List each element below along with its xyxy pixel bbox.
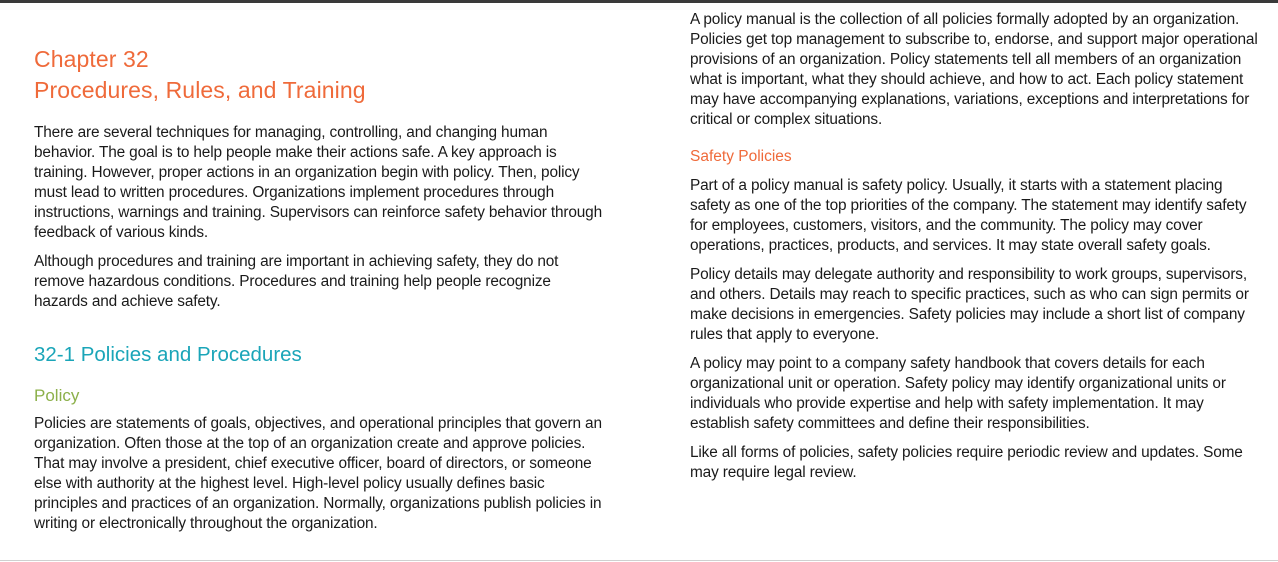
- bottom-rule: [0, 560, 1278, 561]
- chapter-number: Chapter 32: [34, 46, 149, 72]
- safety-paragraph-2: Policy details may delegate authority and responsibility to work groups, supervisors, and others. Details may reach to specific practices, such as who can sign permits or make decisions in emergencies. Safety policies may include a short list of company rules that apply to everyone.: [690, 266, 1249, 343]
- policy-paragraph-2: A policy manual is the collection of all policies formally adopted by an organization. Policies get top management to subscribe to, endorse, and support major operational provisions of an organization. Policy statements tell all members of an organization what is important, what they should achieve, and how to act. Each policy statement may have accompanying explanations, variations, exceptions and interpretations for critical or complex situations.: [690, 11, 1258, 128]
- chapter-title: Procedures, Rules, and Training: [34, 77, 366, 103]
- policy-subheading: Policy: [34, 386, 80, 405]
- intro-paragraph-1: There are several techniques for managing, controlling, and changing human behavior. The goal is to help people make their actions safe. A key approach is training. However, proper actions in an organization begin with policy. Then, policy must lead to written procedures. Organizations implement procedures through instructions, warnings and training. Supervisors can reinforce safety behavior through feedback of various kinds.: [34, 124, 602, 241]
- safety-paragraph-3: A policy may point to a company safety handbook that covers details for each organizational unit or operation. Safety policy may identify organizational units or individuals who provide expertise and help with safety implementation. It may establish safety committees and define their responsibilities.: [690, 355, 1226, 432]
- section-heading: 32-1 Policies and Procedures: [34, 343, 302, 366]
- safety-policies-subheading: Safety Policies: [690, 148, 792, 165]
- safety-paragraph-1: Part of a policy manual is safety policy. Usually, it starts with a statement placing safety as one of the top priorities of the company. The statement may identify safety for employees, customers, visitors, and the community. The policy may cover operations, practices, products, and services. It may state overall safety goals.: [690, 177, 1247, 254]
- policy-paragraph-1: Policies are statements of goals, objectives, and operational principles that govern an organization. Often those at the top of an organization create and approve policies. That may involve a president, chief executive officer, board of directors, or someone else with authority at the highest level. High-level policy usually defines basic principles and practices of an organization. Normally, organizations publish policies in writing or electronically throughout the organization.: [34, 415, 602, 532]
- safety-paragraph-4: Like all forms of policies, safety policies require periodic review and updates. Some may require legal review.: [690, 444, 1243, 481]
- intro-paragraph-2: Although procedures and training are important in achieving safety, they do not remove hazardous conditions. Procedures and training help people recognize hazards and achieve safety.: [34, 253, 559, 310]
- right-column: [690, 0, 1260, 483]
- left-column: [34, 0, 606, 534]
